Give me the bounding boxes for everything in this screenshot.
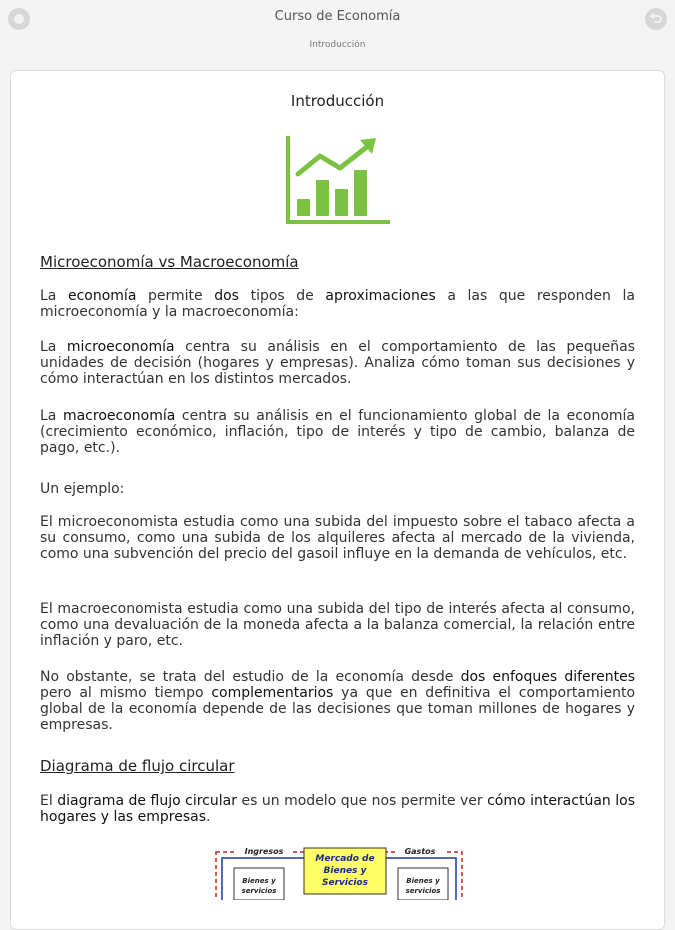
text: es un modelo que nos permite ver	[236, 793, 488, 809]
section1-paragraph5	[40, 514, 635, 562]
text: permite	[136, 288, 215, 304]
right-box-line2: servicios	[405, 887, 441, 895]
term-aproximaciones: aproximaciones	[325, 288, 436, 304]
page-subtitle: Introducción	[309, 40, 366, 50]
section1-paragraph6	[40, 601, 635, 649]
market-line1: Mercado de	[315, 854, 375, 864]
section1-heading-wrap	[40, 254, 635, 271]
section1-heading: Microeconomía vs Macroeconomía	[40, 253, 299, 271]
micro-example: El microeconomista estudia como una subida del impuesto sobre el tabaco afecta a su consumo, como una subida de los alquileres afecta al mercado de la vivienda, como una subvención del precio del gasoil influye en la demanda de vehículos, etc.	[40, 514, 635, 562]
left-box-line1: Bienes y	[242, 877, 276, 885]
section2-heading: Diagrama de flujo circular	[40, 757, 235, 775]
term-dos-enfoques: dos enfoques diferentes	[460, 669, 636, 685]
section1-paragraph7	[40, 669, 635, 733]
bar-chart-growth-icon	[286, 136, 390, 226]
ingresos-label: Ingresos	[244, 847, 284, 856]
section2-heading-wrap	[40, 758, 635, 775]
term-diagrama: diagrama de flujo circular	[57, 793, 237, 809]
text: ya que en definitiva el comportamiento global de la economía depende de las decisiones que toman millones de hogares y empresas.	[40, 685, 636, 733]
market-line3: Servicios	[322, 878, 368, 888]
text: centra su análisis en el comportamiento de las pequeñas unidades de decisión (hogares y empresas). Analiza cómo toman sus decisiones y cómo interactúan en los distintos mercados.	[40, 339, 635, 387]
text: pero al mismo tiempo	[40, 685, 212, 701]
left-box-line2: servicios	[241, 887, 277, 895]
term-complementarios: complementarios	[211, 685, 334, 701]
example-intro: Un ejemplo:	[40, 481, 125, 497]
term-microeconomia: microeconomía	[66, 339, 175, 355]
section1-paragraph4	[40, 481, 635, 497]
app-title: Curso de Economía	[274, 9, 401, 24]
text: tipos de	[238, 288, 326, 304]
text: La	[40, 288, 68, 304]
right-box-line1: Bienes y	[406, 877, 440, 885]
term-economia: economía	[67, 288, 137, 304]
market-line2: Bienes y	[323, 866, 367, 876]
lesson-title: Introducción	[290, 92, 385, 110]
top-bar	[0, 0, 675, 64]
macro-example: El macroeconomista estudia como una subida del tipo de interés afecta al consumo, como una devaluación de la moneda afecta a la balanza comercial, la relación entre inflación y paro, etc.	[40, 601, 635, 649]
back-button[interactable]	[645, 8, 667, 30]
text: No obstante, se trata del estudio de la economía desde	[40, 669, 461, 685]
text: .	[206, 809, 211, 825]
section2-paragraph1	[40, 793, 635, 825]
gastos-label: Gastos	[404, 847, 436, 856]
section1-paragraph1	[40, 288, 635, 320]
section1-paragraph2	[40, 339, 635, 387]
term-interaccion: cómo interactúan los hogares y las empresas	[40, 793, 636, 825]
term-macroeconomia: macroeconomía	[62, 408, 176, 424]
text: La	[40, 408, 63, 424]
text: El	[40, 793, 58, 809]
text: a las que responden la microeconomía y la macroeconomía:	[40, 288, 635, 320]
term-dos: dos	[214, 288, 239, 304]
section1-paragraph3	[40, 408, 635, 456]
circular-flow-diagram	[214, 842, 464, 900]
text: La	[40, 339, 67, 355]
text: centra su análisis en el funcionamiento global de la economía (crecimiento económico, inflación, tipo de interés y tipo de cambio, balanza de pago, etc.).	[40, 408, 635, 456]
back-arrow-icon	[649, 12, 663, 26]
